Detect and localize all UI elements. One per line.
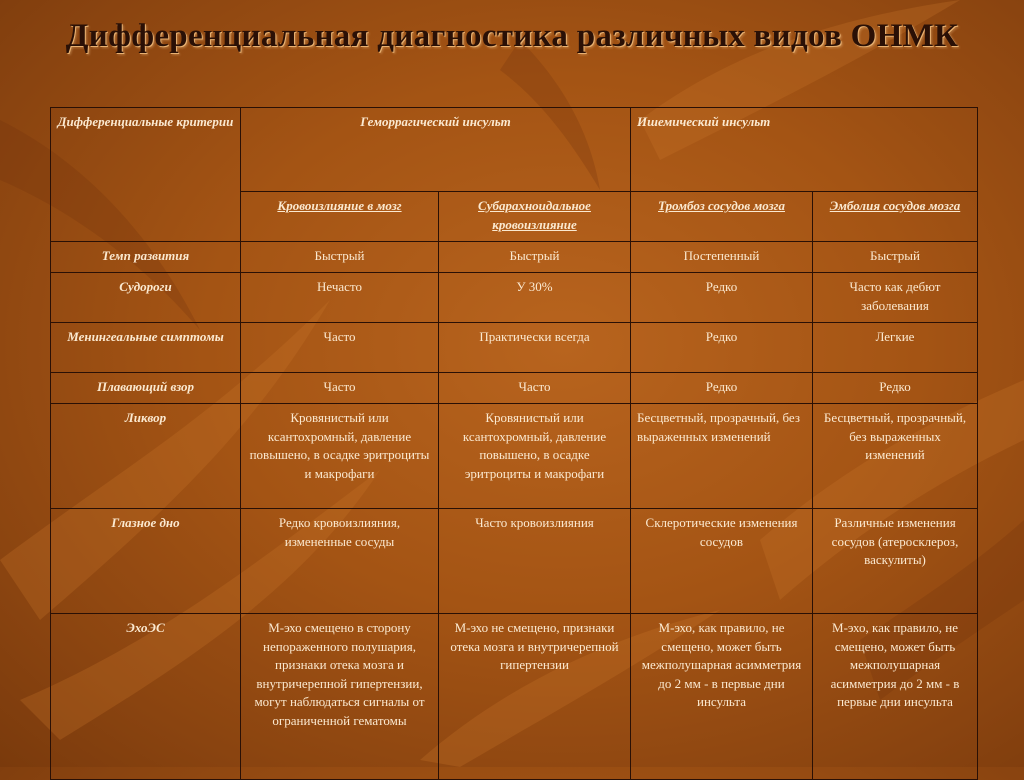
- table-cell: Редко: [631, 273, 813, 323]
- table-row: [51, 509, 978, 614]
- table-cell: Кровянистый или ксантохромный, давление повышено, в осадке эритроциты и макрофаги: [241, 404, 439, 509]
- criteria-header: Дифференциальные критерии: [51, 108, 241, 242]
- subheader-thrombosis: Тромбоз сосудов мозга: [631, 192, 813, 242]
- criterion-label: ЭхоЭС: [51, 614, 241, 780]
- table-cell: Часто кровоизлияния: [439, 509, 631, 614]
- table-row: [51, 404, 978, 509]
- criterion-label: Глазное дно: [51, 509, 241, 614]
- table-cell: Редко: [631, 373, 813, 404]
- table-cell: Бесцветный, прозрачный, без выраженных изменений: [813, 404, 978, 509]
- table-row: [51, 242, 978, 273]
- table-cell: Часто: [241, 373, 439, 404]
- table-header-row: [51, 108, 978, 192]
- table-cell: М-эхо, как правило, не смещено, может быть межполушарная асимметрия до 2 мм - в первые дни инсульта: [813, 614, 978, 780]
- subheader-embolism: Эмболия сосудов мозга: [813, 192, 978, 242]
- criterion-label: Темп развития: [51, 242, 241, 273]
- subheader-brain-hemorrhage: Кровоизлияние в мозг: [241, 192, 439, 242]
- hemorrhagic-stroke-header: Геморрагический инсульт: [241, 108, 631, 192]
- table-row: [51, 273, 978, 323]
- page-title: Дифференциальная диагностика различных видов ОНМК: [65, 18, 959, 54]
- table-cell: Часто: [439, 373, 631, 404]
- table-cell: Нечасто: [241, 273, 439, 323]
- diagnostics-table: [50, 107, 978, 780]
- table-cell: Легкие: [813, 323, 978, 373]
- table-cell: Бесцветный, прозрачный, без выраженных изменений: [631, 404, 813, 509]
- table-cell: Быстрый: [241, 242, 439, 273]
- criterion-label: Судороги: [51, 273, 241, 323]
- table-cell: Постепенный: [631, 242, 813, 273]
- table-row: [51, 323, 978, 373]
- table-cell: Склеротические изменения сосудов: [631, 509, 813, 614]
- table-cell: Различные изменения сосудов (атеросклероз, васкулиты): [813, 509, 978, 614]
- table-row: [51, 614, 978, 780]
- table-cell: Редко: [813, 373, 978, 404]
- table-cell: Редко кровоизлияния, измененные сосуды: [241, 509, 439, 614]
- table-cell: Быстрый: [439, 242, 631, 273]
- table-cell: У 30%: [439, 273, 631, 323]
- ischemic-stroke-header: Ишемический инсульт: [631, 108, 978, 192]
- table-cell: Практически всегда: [439, 323, 631, 373]
- table-cell: М-эхо не смещено, признаки отека мозга и внутричерепной гипертензии: [439, 614, 631, 780]
- table-row: [51, 373, 978, 404]
- table-cell: Редко: [631, 323, 813, 373]
- subheader-subarachnoid-hemorrhage: Субарахноидальное кровоизлияние: [439, 192, 631, 242]
- table-cell: Кровянистый или ксантохромный, давление повышено, в осадке эритроциты и макрофаги: [439, 404, 631, 509]
- criterion-label: Плавающий взор: [51, 373, 241, 404]
- table-cell: М-эхо, как правило, не смещено, может быть межполушарная асимметрия до 2 мм - в первые дни инсульта: [631, 614, 813, 780]
- table-cell: Быстрый: [813, 242, 978, 273]
- criterion-label: Менингеальные симптомы: [51, 323, 241, 373]
- table-cell: Часто: [241, 323, 439, 373]
- table-cell: М-эхо смещено в сторону непораженного полушария, признаки отека мозга и внутричерепной гипертензии, могут наблюдаться сигналы от ограниченной гематомы: [241, 614, 439, 780]
- criterion-label: Ликвор: [51, 404, 241, 509]
- table-cell: Часто как дебют заболевания: [813, 273, 978, 323]
